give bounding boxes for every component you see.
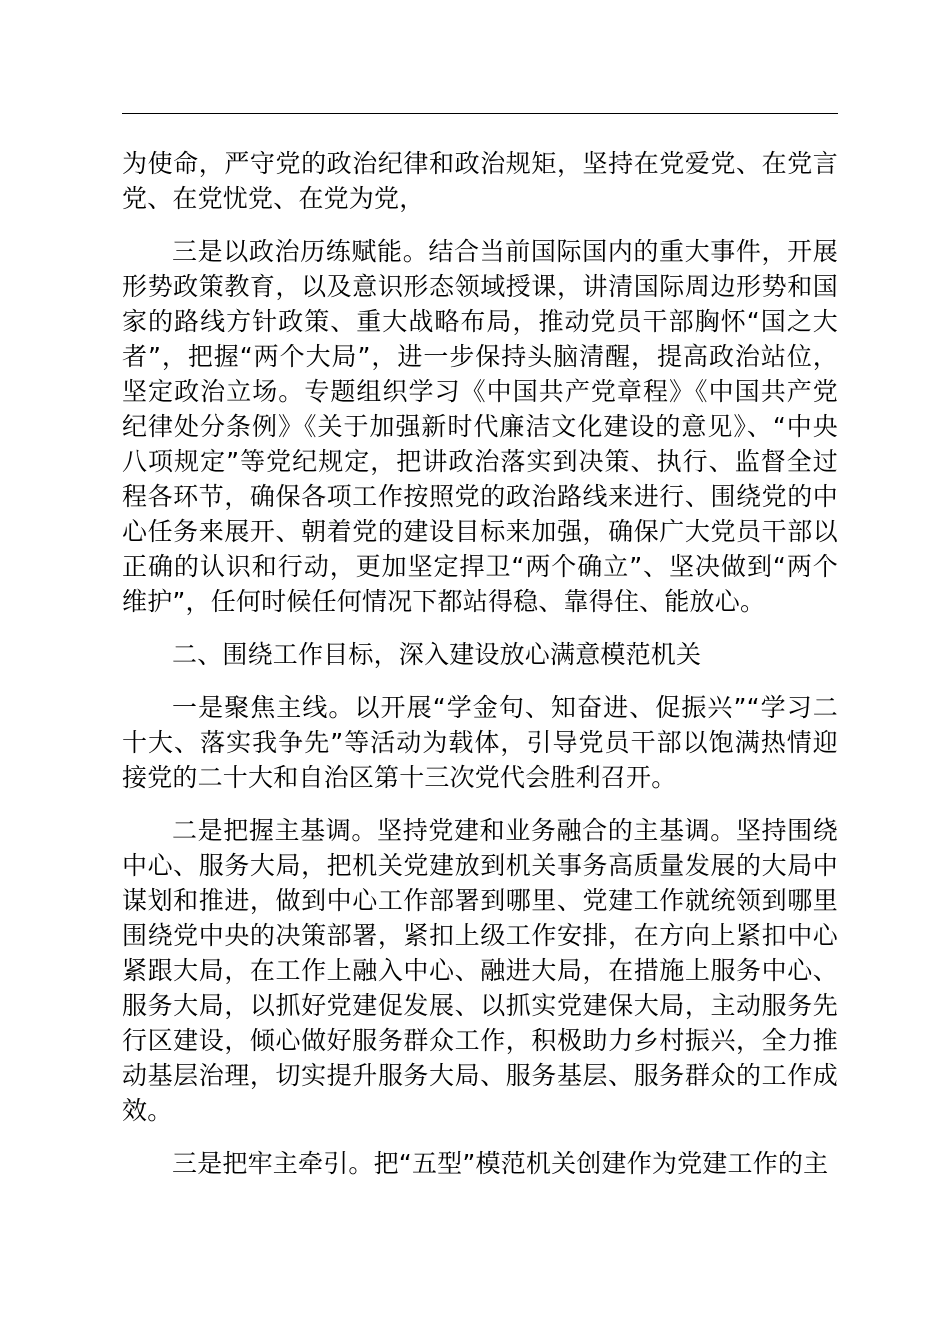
paragraph-focus-mainline: 一是聚焦主线。以开展“学金句、知奋进、促振兴”“学习二十大、落实我争先”等活动为载体，引导党员干部以饱满热情迎接党的二十大和自治区第十三次党代会胜利召开。 <box>122 693 838 792</box>
paragraph-continuation: 为使命，严守党的政治纪律和政治规矩，坚持在党爱党、在党言党、在党忧党、在党为党， <box>122 149 838 213</box>
paragraph-main-keynote: 二是把握主基调。坚持党建和业务融合的主基调。坚持围绕中心、服务大局，把机关党建放到机关事务高质量发展的大局中谋划和推进，做到中心工作部署到哪里、党建工作就统领到哪里围绕党中央的决策部署，紧扣上级工作安排，在方向上紧扣中心紧跟大局，在工作上融入中心、融进大局，在措施上服务中心、服务大局，以抓好党建促发展、以抓实党建保大局，主动服务先行区建设，倾心做好服务群众工作，积极助力乡村振兴，全力推动基层治理，切实提升服务大局、服务基层、服务群众的工作成效。 <box>122 816 838 1125</box>
section-heading-work-goals: 二、围绕工作目标，深入建设放心满意模范机关 <box>172 640 702 669</box>
paragraph-main-traction: 三是把牢主牵引。把“五型”模范机关创建作为党建工作的主 <box>172 1149 829 1178</box>
document-body <box>122 146 838 1199</box>
header-rule <box>122 113 838 114</box>
paragraph-political-training: 三是以政治历练赋能。结合当前国际国内的重大事件，开展形势政策教育，以及意识形态领域授课，讲清国际周边形势和国家的路线方针政策、重大战略布局，推动党员干部胸怀“国之大者”，把握“两个大局”，进一步保持头脑清醒，提高政治站位，坚定政治立场。专题组织学习《中国共产党章程》《中国共产党纪律处分条例》《关于加强新时代廉洁文化建设的意见》、“中央八项规定”等党纪规定，把讲政治落实到决策、执行、监督全过程各环节，确保各项工作按照党的政治路线来进行、围绕党的中心任务来展开、朝着党的建设目标来加强，确保广大党员干部以正确的认识和行动，更加坚定捍卫“两个确立”、坚决做到“两个维护”，任何时候任何情况下都站得稳、靠得住、能放心。 <box>122 237 838 616</box>
